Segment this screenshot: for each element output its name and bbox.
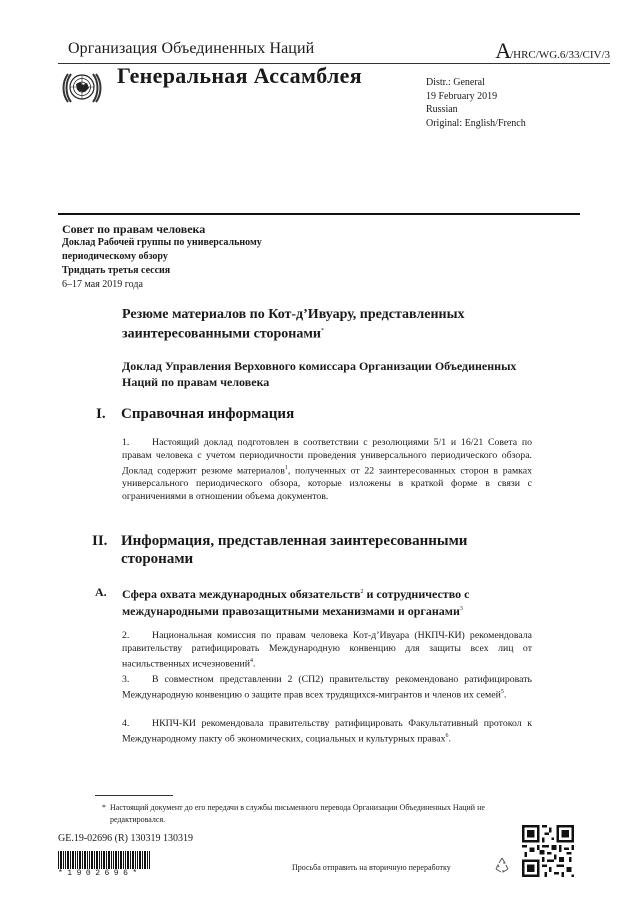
subsection-letter: A. <box>95 585 107 599</box>
recycle-text: Просьба отправить на вторичную переработку <box>292 863 451 872</box>
paragraph-number: 3. <box>122 674 130 685</box>
footnote-ref[interactable]: 2 <box>360 589 364 595</box>
section-number: II. <box>92 533 108 549</box>
document-title <box>122 306 542 343</box>
recycle-icon <box>494 857 510 873</box>
title-text: Резюме материалов по Кот-д’Ивуару, представленных заинтересованными сторонами <box>122 307 465 342</box>
paragraph-text: Национальная комиссия по правам человека Кот-д’Ивуара (НКПЧ-КИ) рекомендовала правительству ратифицировать Международную конвенцию для защиты всех лиц от насильственных исчезновений <box>122 630 532 670</box>
body-name: Генеральная Ассамблея <box>117 63 362 88</box>
subsection-title <box>122 585 542 619</box>
barcode-text: *1902696* <box>58 869 142 878</box>
paragraph-number: 2. <box>122 630 130 641</box>
footnote-ref[interactable]: 1 <box>284 465 288 471</box>
footnote-text: Настоящий документ до его передачи в службы письменного перевода Организации Объединенных Наций не редактировался. <box>110 803 485 824</box>
subsection-title-a: Сфера охвата международных обязательств <box>122 587 361 601</box>
paragraph-2 <box>122 629 532 670</box>
paragraph-text: Настоящий доклад подготовлен в соответствии с резолюциями 5/1 и 16/21 Совета по правам человека с учетом периодичности проведения универсального периодического обзора. Доклад содержит резюме материалов <box>122 437 532 477</box>
paragraph-text-cont: , полученных от 22 заинтересованных сторон в рамках универсального периодического обзора, которые изложены в краткой форме в связи с ограничениями в отношении объема документов. <box>122 465 532 503</box>
section-number: I. <box>96 406 106 422</box>
working-group-line1: Доклад Рабочей группы по универсальному <box>62 237 262 248</box>
document-subtitle: Доклад Управления Верховного комиссара Организации Объединенных Наций по правам человека <box>122 359 517 389</box>
section-heading-2 <box>92 532 542 572</box>
paragraph-text: В совместном представлении 2 (СП2) правительству рекомендовано ратифицировать Международную конвенцию о защите прав всех трудящихся-мигрантов и членов их семей <box>122 674 532 701</box>
session: Тридцать третья сессия <box>62 265 171 276</box>
section-title: Справочная информация <box>121 406 295 422</box>
subsection-title-b: и сотрудничество с международными правозащитными механизмами и органами <box>122 587 470 618</box>
section-title: Информация, представленная заинтересованными сторонами <box>121 533 468 567</box>
symbol-rest: /HRC/WG.6/33/CIV/3 <box>510 49 610 61</box>
qr-code-icon[interactable] <box>522 825 574 877</box>
council-name: Совет по правам человека <box>62 222 206 236</box>
working-group-line2: периодическому обзору <box>62 251 168 262</box>
paragraph-text: НКПЧ-КИ рекомендовала правительству ратифицировать Факультативный протокол к Международному пакту об экономических, социальных и культурных правах <box>122 718 532 745</box>
section-rule <box>58 213 580 215</box>
council-block <box>62 222 262 292</box>
paragraph-1 <box>122 436 532 503</box>
paragraph-number: 4. <box>122 718 130 729</box>
un-emblem-icon <box>62 68 102 108</box>
paragraph-text-cont: . <box>252 658 256 670</box>
footnote-ref[interactable]: 6 <box>445 733 449 739</box>
paragraph-number: 1. <box>122 437 130 448</box>
footnote-ref[interactable]: 4 <box>249 658 253 664</box>
paragraph-text-cont: . <box>448 733 451 745</box>
paragraph-4 <box>122 717 532 745</box>
footnote-rule <box>95 795 173 796</box>
session-dates: 6–17 мая 2019 года <box>62 279 143 290</box>
subsection-heading-a <box>95 585 545 617</box>
barcode-icon <box>58 851 150 869</box>
job-number: GE.19-02696 (R) 130319 130319 <box>58 833 193 844</box>
footnote-mark: * <box>102 803 106 812</box>
distribution: Distr.: General <box>426 77 485 88</box>
footnote-ref[interactable]: 5 <box>500 689 504 695</box>
document-symbol <box>495 38 610 64</box>
symbol-prefix: A <box>495 38 511 63</box>
language: Russian <box>426 104 458 115</box>
title-footnote-mark[interactable]: * <box>320 328 324 334</box>
organization-name: Организация Объединенных Наций <box>68 40 315 57</box>
paragraph-3 <box>122 673 532 701</box>
date: 19 February 2019 <box>426 90 498 102</box>
footnote <box>102 802 490 826</box>
paragraph-text-cont: . <box>503 689 507 701</box>
original-language: Original: English/French <box>426 117 526 129</box>
distribution-block <box>426 76 526 130</box>
footnote-ref[interactable]: 3 <box>459 606 463 612</box>
